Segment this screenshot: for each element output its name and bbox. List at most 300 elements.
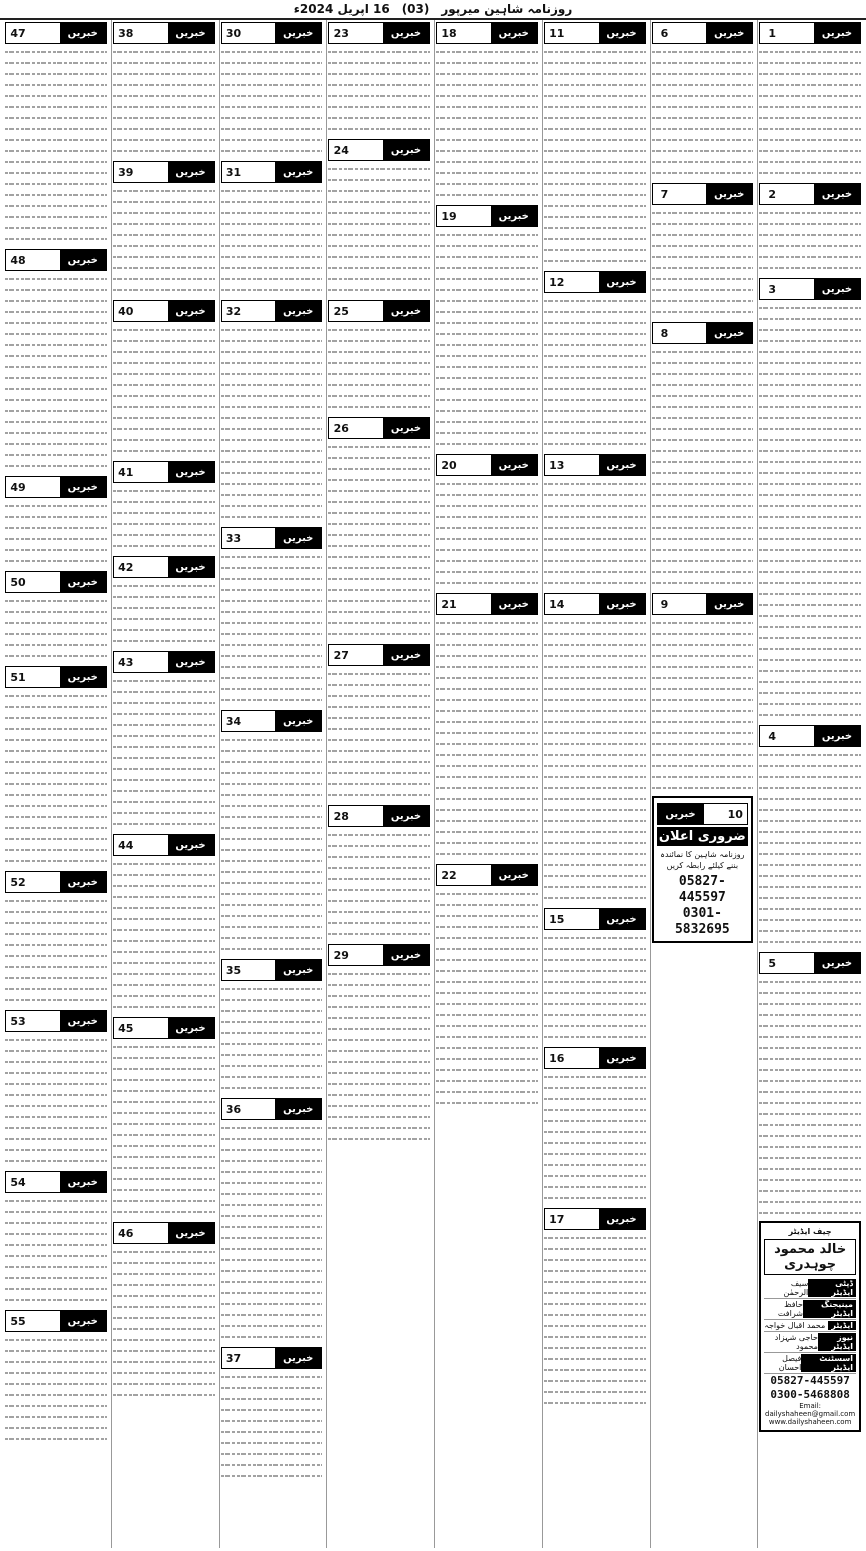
item-label: خبریں [275,1348,321,1368]
item-header [113,1222,215,1244]
text-line [544,500,646,511]
text-line [328,90,430,101]
text-line [221,240,323,251]
text-line [436,815,538,826]
item-number: 1 [768,26,777,40]
text-line [652,123,754,134]
text-line [436,229,538,240]
text-line [436,489,538,500]
text-line [221,57,323,68]
item-label: خبریں [814,184,860,204]
text-line [221,1404,323,1415]
text-line [5,200,107,211]
news-item [436,203,538,449]
text-line [759,903,861,914]
item-number: 22 [441,868,457,882]
text-line [544,478,646,489]
text-line [5,178,107,189]
text-line [544,727,646,738]
news-item [5,664,107,866]
item-header [5,249,107,271]
item-number: 20 [441,458,457,472]
text-line [5,639,107,650]
text-line [652,229,754,240]
text-line [544,306,646,317]
text-line [5,405,107,416]
text-line [328,628,430,639]
text-line [436,1097,538,1108]
text-line [328,668,430,679]
news-item [759,181,861,273]
text-line [113,218,215,229]
text-line [544,749,646,760]
text-line [221,932,323,943]
text-line [328,1056,430,1067]
text-line [436,837,538,848]
text-line [113,335,215,346]
text-line [652,738,754,749]
notice-text: روزنامہ شاہین کا نمائندہ بننے کیلئے رابطہ کریں [660,850,745,870]
text-line [221,423,323,434]
text-line [221,1133,323,1144]
text-line [5,701,107,712]
text-line [328,573,430,584]
text-line [544,738,646,749]
item-number: 6 [660,26,669,40]
text-line [544,90,646,101]
text-line [544,837,646,848]
text-line [221,434,323,445]
text-line [221,800,323,811]
text-line [5,449,107,460]
text-line [5,756,107,767]
item-label: خبریں [168,1018,214,1038]
text-line [436,79,538,90]
item-body-text [328,163,430,295]
text-line [759,379,861,390]
text-line [544,804,646,815]
item-label: خبریں [491,594,537,614]
text-line [652,566,754,577]
text-line [221,46,323,57]
text-line [544,1137,646,1148]
text-line [436,771,538,782]
staff-name: محمد اقبال خواجہ [764,1321,826,1330]
text-line [759,313,861,324]
text-line [113,1140,215,1151]
text-line [759,599,861,610]
text-line [328,529,430,540]
text-line [113,730,215,741]
text-line [5,1272,107,1283]
text-line [113,434,215,445]
text-line [544,416,646,427]
news-item [436,862,538,1108]
text-line [328,46,430,57]
text-line [5,46,107,57]
news-item [5,1169,107,1305]
news-item [328,137,430,295]
item-label: خبریں [599,1209,645,1229]
text-line [759,588,861,599]
text-line [652,771,754,782]
text-line [328,767,430,778]
text-line [759,207,861,218]
text-line [221,789,323,800]
text-line [544,200,646,211]
text-line [436,566,538,577]
text-line [436,965,538,976]
text-line [652,434,754,445]
text-line [5,233,107,244]
item-body-text [652,617,754,793]
text-line [221,694,323,705]
text-line [113,891,215,902]
text-line [5,1122,107,1133]
text-line [113,752,215,763]
text-line [544,156,646,167]
text-line [759,782,861,793]
text-line [221,551,323,562]
text-line [328,617,430,628]
text-line [113,1118,215,1129]
text-line [544,716,646,727]
text-line [113,518,215,529]
text-line [113,796,215,807]
text-line [113,1085,215,1096]
text-line [544,760,646,771]
text-line [221,79,323,90]
text-line [328,829,430,840]
text-line [544,1342,646,1353]
item-header [113,834,215,856]
item-body-text [652,207,754,317]
text-line [328,595,430,606]
text-line [221,1144,323,1155]
text-line [5,372,107,383]
text-line [328,1067,430,1078]
text-line [113,990,215,1001]
item-number: 3 [768,282,777,296]
text-line [221,1038,323,1049]
item-label: خبریں [168,835,214,855]
text-line [759,815,861,826]
text-line [5,983,107,994]
text-line [652,90,754,101]
newspaper-page [4,20,862,1548]
item-body-text [5,273,107,471]
item-header [328,805,430,827]
text-line [652,46,754,57]
text-line [5,306,107,317]
text-line [328,379,430,390]
text-line [544,244,646,255]
item-body-text [544,1232,646,1408]
news-item [113,554,215,646]
text-line [5,339,107,350]
text-line [544,965,646,976]
text-line [759,1108,861,1119]
text-line [221,218,323,229]
text-line [221,456,323,467]
text-line [436,189,538,200]
text-line [328,1034,430,1045]
item-number: 7 [660,187,669,201]
text-line [5,460,107,471]
item-header [652,183,754,205]
text-line [759,1075,861,1086]
text-line [544,383,646,394]
text-line [221,562,323,573]
text-line [328,789,430,800]
text-line [544,57,646,68]
news-item [544,1206,646,1408]
text-line [759,533,861,544]
text-line [328,357,430,368]
text-line [544,661,646,672]
text-line [113,902,215,913]
text-line [436,1064,538,1075]
item-label: خبریں [60,477,106,497]
text-line [436,716,538,727]
item-number: 47 [10,26,26,40]
item-label: خبریں [275,711,321,731]
news-item [544,591,646,903]
text-line [113,123,215,134]
item-label: خبریں [60,1011,106,1031]
text-line [759,134,861,145]
text-line [221,1016,323,1027]
text-line [436,1053,538,1064]
text-line [113,1096,215,1107]
text-line [221,1177,323,1188]
item-number: 11 [549,26,565,40]
text-line [652,705,754,716]
text-line [221,855,323,866]
text-line [221,1188,323,1199]
text-line [544,782,646,793]
text-line [544,438,646,449]
news-column [434,20,539,1548]
text-line [759,167,861,178]
text-line [328,1122,430,1133]
masthead [0,0,866,20]
text-line [759,324,861,335]
text-line [436,317,538,328]
item-number: 8 [660,326,669,340]
text-line [221,1426,323,1437]
text-line [436,976,538,987]
text-line [652,284,754,295]
text-line [221,1166,323,1177]
item-body-text [544,617,646,903]
text-line [5,1078,107,1089]
text-line [113,979,215,990]
text-line [759,357,861,368]
text-line [759,90,861,101]
staff-name: فیصل احسان [778,1354,802,1372]
text-line [436,273,538,284]
text-line [5,789,107,800]
text-line [113,1074,215,1085]
item-number: 28 [333,809,349,823]
item-body-text [221,46,323,156]
text-line [328,551,430,562]
item-header [328,139,430,161]
text-line [113,68,215,79]
text-line [221,379,323,390]
text-line [5,855,107,866]
item-body-text [652,46,754,178]
text-line [221,368,323,379]
news-column [542,20,647,1548]
text-line [544,533,646,544]
office-website[interactable]: www.dailyshaheen.com [768,1418,852,1426]
news-item [221,525,323,705]
item-body-text [5,1195,107,1305]
text-line [5,822,107,833]
item-header [436,593,538,615]
text-line [113,741,215,752]
text-line [5,189,107,200]
text-line [759,368,861,379]
text-line [113,529,215,540]
item-body-text [436,617,538,859]
item-header [759,183,861,205]
notice-phone: 05827-445597 [678,874,726,905]
item-label: خبریں [814,726,860,746]
item-number: 31 [225,165,242,179]
text-line [5,1155,107,1166]
item-header [328,944,430,966]
item-body-text [652,346,754,588]
text-line [5,1261,107,1272]
text-line [759,434,861,445]
item-header [759,278,861,300]
text-line [544,46,646,57]
item-header [436,205,538,227]
news-item [759,276,861,720]
text-line [328,185,430,196]
text-line [759,881,861,892]
item-label: خبریں [383,645,429,665]
item-header [221,300,323,322]
text-line [5,1389,107,1400]
text-line [759,643,861,654]
staff-row [764,1320,856,1332]
news-item [544,1045,646,1203]
text-line [652,57,754,68]
office-phone: 0300-5468808 [770,1388,850,1401]
text-line [221,273,323,284]
text-line [652,445,754,456]
text-line [5,284,107,295]
text-line [544,617,646,628]
item-label: خبریں [491,206,537,226]
item-body-text [113,46,215,156]
text-line [221,899,323,910]
text-line [5,712,107,723]
item-body-text [113,675,215,829]
text-line [652,694,754,705]
text-line [544,79,646,90]
text-line [759,500,861,511]
item-header [652,322,754,344]
text-line [759,302,861,313]
text-line [5,68,107,79]
text-line [759,793,861,804]
text-line [221,661,323,672]
item-body-text [113,324,215,456]
text-line [113,1356,215,1367]
staff-role: اسسٹنٹ ایڈیٹر [801,1354,856,1372]
office-email[interactable]: Email: dailyshaheen@gmail.com [765,1402,856,1418]
text-line [544,566,646,577]
text-line [544,672,646,683]
item-number: 16 [549,1051,565,1065]
text-line [544,134,646,145]
text-line [5,533,107,544]
news-item [221,957,323,1093]
text-line [113,1367,215,1378]
text-line [113,635,215,646]
item-number: 52 [10,875,26,889]
text-line [759,229,861,240]
text-line [221,1122,323,1133]
text-line [5,361,107,372]
text-line [436,628,538,639]
news-item [328,803,430,939]
text-line [436,251,538,262]
text-line [113,379,215,390]
text-line [759,1141,861,1152]
text-line [328,928,430,939]
text-line [221,1265,323,1276]
item-body-text [113,858,215,1012]
item-number: 29 [333,948,349,962]
text-line [5,1206,107,1217]
news-item [652,320,754,588]
text-line [652,617,754,628]
text-line [221,196,323,207]
text-line [759,1119,861,1130]
item-header [436,864,538,886]
text-line [113,624,215,635]
item-body-text [5,46,107,244]
text-line [652,511,754,522]
news-item [436,452,538,588]
staff-role: مینیجنگ ایڈیٹر [803,1300,856,1318]
item-body-text [544,295,646,449]
text-line [544,123,646,134]
item-body-text [113,1041,215,1217]
text-line [544,881,646,892]
text-line [759,57,861,68]
text-line [5,1089,107,1100]
text-line [113,1301,215,1312]
text-line [328,1012,430,1023]
text-line [544,1243,646,1254]
text-line [544,555,646,566]
item-label: خبریں [168,557,214,577]
text-line [544,1254,646,1265]
text-line [221,1393,323,1404]
item-number: 4 [768,729,777,743]
text-line [113,913,215,924]
text-line [113,46,215,57]
text-line [759,632,861,643]
staff-row [764,1278,856,1299]
